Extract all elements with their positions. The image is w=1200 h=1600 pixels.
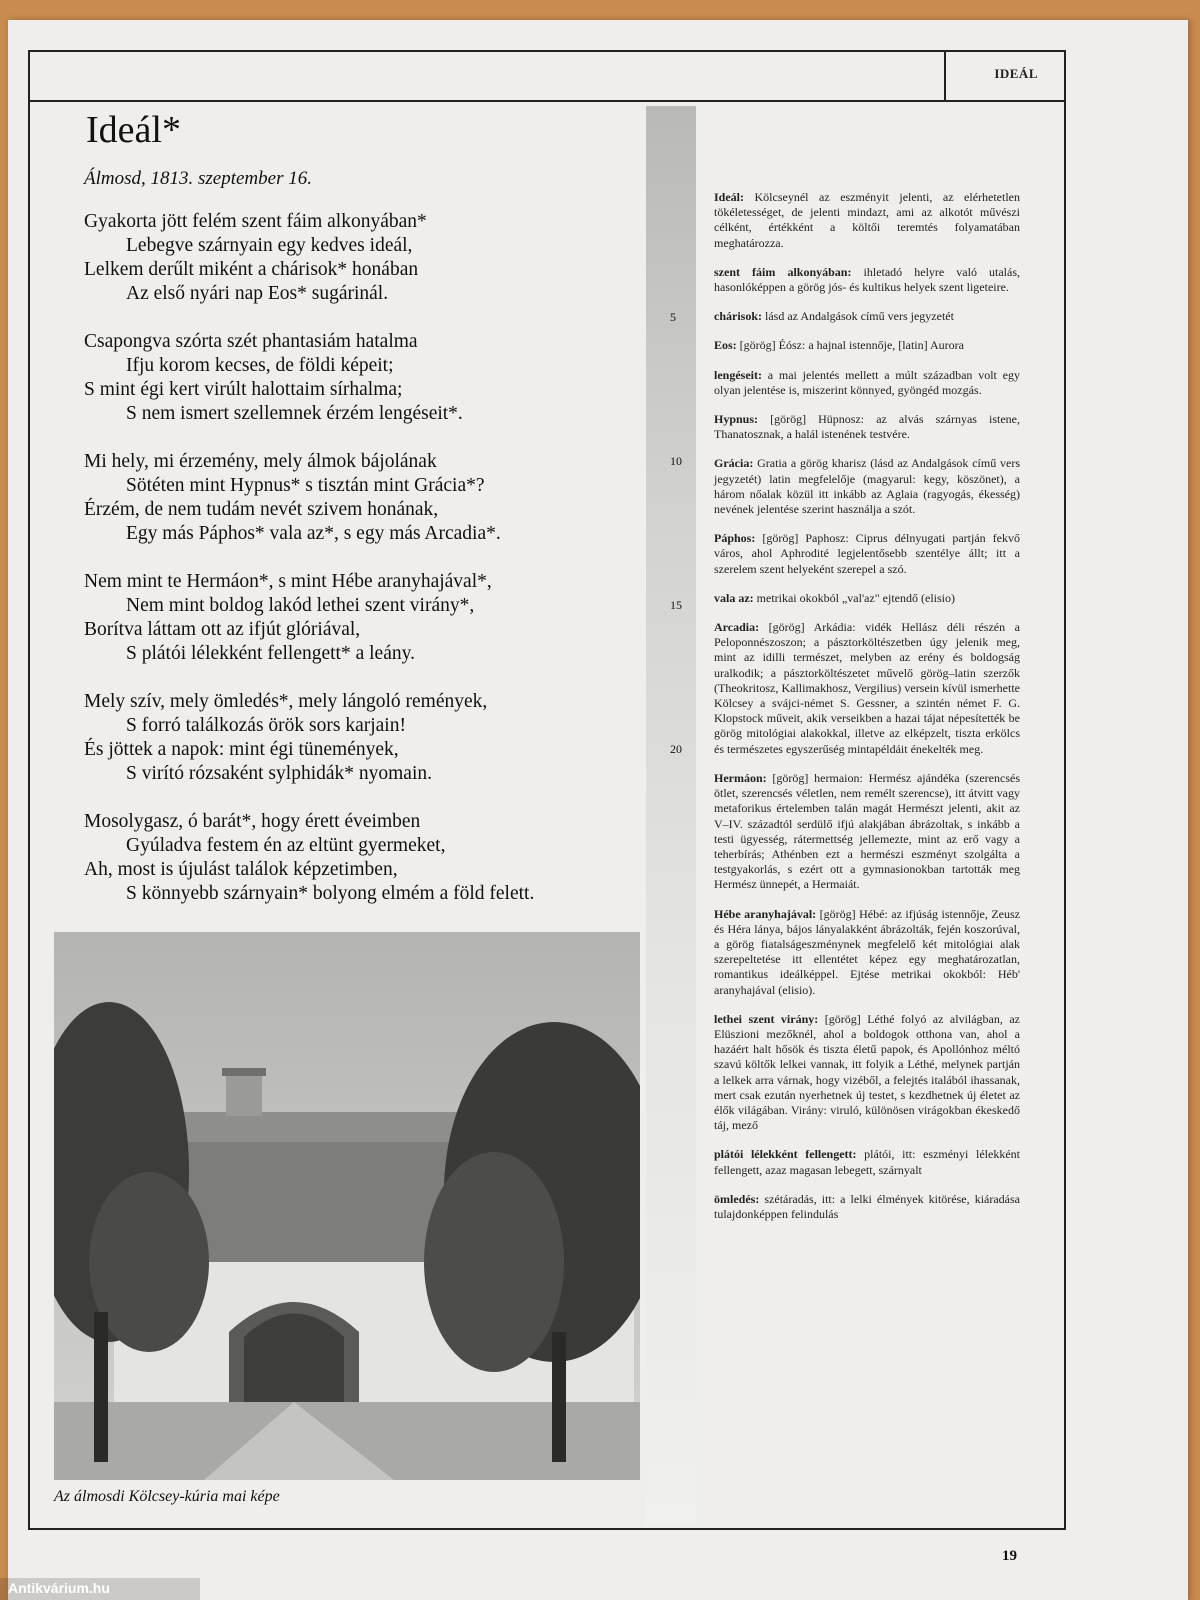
note xyxy=(714,1147,1020,1177)
note xyxy=(714,771,1020,893)
line-number: 20 xyxy=(670,742,682,756)
note-text: [görög] Hüpnosz: az alvás szárnyas istene, Thanatosznak, a halál istenének testvére. xyxy=(714,412,1020,442)
poem-line: Lelkem derűlt miként a chárisok* honában xyxy=(84,259,419,280)
note xyxy=(714,309,1020,324)
note-term: plátói lélekként fellengett: xyxy=(714,1147,857,1162)
note-text: [görög] Léthé folyó az alvilágban, az Elüszioni mezőknél, ahol a boldogok otthona van, ahol a hazáért halt hősök és tiszta életű papok, és Apollónhoz méltó szavú költők lelkei vannak, itt folyik a Léthé, melynek partján a lelkek arra várnak, hogy vizéből, a felejtés italából ihassanak, mert csak ezután nyerhetnek új testet, s kezdhetnek új életet az élők világában. Virány: viruló, különösen virágokban ékeskedő táj, mező xyxy=(714,1011,1021,1133)
note-term: szent fáim alkonyában: xyxy=(714,264,852,279)
note-term: lethei szent virány: xyxy=(714,1011,819,1026)
note-text: [görög] Arkádia: vidék Hellász déli részén a Peloponnészoszon; a pásztorköltészetben úgy jelenik meg, mint az idilli természet, melyben az erény és boldogság uralkodik; a pásztorköltészetet művelő görög–latin szerzők (Theokritosz, Kallimakhosz, Vergilius) versein kívül ismerhette Kölcsey a svájci-német S. Gessner, a szintén német F. G. Klopstock műveit, akik verseikben a hazai tájat népesítették be görög mitológiai alakokkal, illetve az elképzelt, tiszta erkölcs és természetes egyszerűség mintapéldáit énekelték meg. xyxy=(714,620,1020,756)
note-term: Hébe aranyhajával: xyxy=(714,906,817,921)
note-text: szétáradás, itt: a lelki élmények kitörése, kiáradása tulajdonképpen felindulás xyxy=(714,1191,1020,1221)
note-term: lengéseit: xyxy=(714,367,762,382)
note-term: Páphos: xyxy=(714,531,756,546)
note-term: vala az: xyxy=(714,590,754,605)
note-term: chárisok: xyxy=(714,309,762,324)
poem-line: És jöttek a napok: mint égi tünemények, xyxy=(84,739,399,760)
stanza xyxy=(84,570,644,666)
note xyxy=(714,1192,1020,1222)
page-number: 19 xyxy=(1002,1548,1017,1564)
header-divider xyxy=(944,50,946,100)
poem-line: Csapongva szórta szét phantasiám hatalma xyxy=(84,331,418,352)
photo-caption: Az álmosdi Kölcsey-kúria mai képe xyxy=(54,1488,280,1505)
poem-line: S plátói lélekként fellengett* a leány. xyxy=(126,643,415,664)
poem-line: Egy más Páphos* vala az*, s egy más Arcadia*. xyxy=(126,523,501,544)
poem-line: Nem mint te Hermáon*, s mint Hébe aranyhajával*, xyxy=(84,571,492,592)
stanza xyxy=(84,810,644,906)
note xyxy=(714,456,1020,517)
poem-line: S virító rózsaként sylphidák* nyomain. xyxy=(126,763,433,784)
note xyxy=(714,907,1020,998)
note-term: Ideál: xyxy=(714,190,744,204)
poem-line: Sötéten mint Hypnus* s tisztán mint Grácia*? xyxy=(126,475,485,496)
line-number: 5 xyxy=(670,310,676,324)
note-text: metrikai okokból „val'az" ejtendő (elisio) xyxy=(753,590,955,605)
note-text: [görög] Hébé: az ifjúság istennője, Zeusz és Héra lánya, bájos lányalakként ábrázolták, fején koszorúval, a görög fiatalságeszménynek megfelelő két mitológiai alak szerepeltetése itt ellentétet képez egy meghatározatlan, romantikus ideálképpel. Ejtése metrikai okokból: Héb' aranyhajával (elisio). xyxy=(714,906,1020,997)
note-term: ömledés: xyxy=(714,1191,760,1206)
poem-line: Nem mint boldog lakód lethei szent virány*, xyxy=(126,595,475,616)
note xyxy=(714,368,1020,398)
stanza xyxy=(84,450,644,546)
note-term: Hypnus: xyxy=(714,412,759,427)
book-page xyxy=(8,20,1188,1600)
poem-line: S nem ismert szellemnek érzém lengéseit*. xyxy=(126,403,463,424)
note-text: [görög] hermaion: Hermész ajándéka (szerencsés ötlet, szerencsés véletlen, nem remélt szerencse), itt átvitt vagy metaforikus értelemben talán magát Hermészt jelenti, akit az V–IV. századtól serdülő ifjú alakjában ábrázoltak, s inkább a testi ügyesség, rátermettség jellemezte, mint az erő vagy a teherbírás; Athénben ezt a hermészi eszményt szolgálta a testgyakorlás, s ezért ott a gymnasionokban tartották meg Hermész ünnepét, a Hermaiát. xyxy=(714,770,1020,892)
note xyxy=(714,265,1020,295)
poem-line: Az első nyári nap Eos* sugárinál. xyxy=(126,283,389,304)
poem-body xyxy=(84,210,644,930)
manor-house-illustration xyxy=(54,932,640,1480)
note-text: Kölcseynél az eszményit jelenti, az elérhetetlen tökéletességet, de jelenti mindazt, ami az alkotót művészi célként, értékként a költői teremtés folyamatában meghatározza. xyxy=(714,190,1020,250)
stanza xyxy=(84,330,644,426)
poem-line: Borítva láttam ott az ifjút glóriával, xyxy=(84,619,361,640)
notes-column xyxy=(714,190,1020,1236)
note-term: Hermáon: xyxy=(714,770,767,785)
poem-line: Érzém, de nem tudám nevét szivem honának, xyxy=(84,499,439,520)
poem-line: Ifju korom kecses, de földi képeit; xyxy=(126,355,394,376)
poem-line: S mint égi kert virúlt halottaim sírhalma; xyxy=(84,379,403,400)
poem-line: Gyúladva festem én az eltünt gyermeket, xyxy=(126,835,446,856)
note xyxy=(714,412,1020,442)
poem-line: S forró találkozás örök sors karjain! xyxy=(126,715,406,736)
poem-title: Ideál* xyxy=(86,109,181,151)
stanza xyxy=(84,210,644,306)
poem-line: Ah, most is újulást találok képzetimben, xyxy=(84,859,398,880)
watermark: Antikvárium.hu xyxy=(0,1578,200,1600)
note-text: plátói, itt: eszményi lélekként fellengett, azaz magasan lebegett, szárnyalt xyxy=(714,1147,1020,1177)
note-term: Arcadia: xyxy=(714,620,760,635)
note xyxy=(714,531,1020,577)
note-text: [görög] Paphosz: Ciprus délnyugati partján fekvő város, ahol Aphrodité legjelentősebb szentélye állt; itt a szerelem szent helyeként szerepel a szó. xyxy=(714,531,1020,576)
note-text: [görög] Éósz: a hajnal istennője, [latin] Aurora xyxy=(736,338,964,353)
note xyxy=(714,338,1020,353)
poem-line: S könnyebb szárnyain* bolyong elmém a föld felett. xyxy=(126,883,535,904)
poem-line: Lebegve szárnyain egy kedves ideál, xyxy=(126,235,413,256)
note xyxy=(714,190,1020,251)
note xyxy=(714,620,1020,757)
stanza xyxy=(84,690,644,786)
poem-subtitle: Álmosd, 1813. szeptember 16. xyxy=(84,168,312,189)
line-number: 15 xyxy=(670,598,682,612)
note xyxy=(714,1012,1020,1134)
poem-line: Mely szív, mely ömledés*, mely lángoló remények, xyxy=(84,691,488,712)
note-text: lásd az Andalgások című vers jegyzetét xyxy=(762,309,954,324)
section-title: IDEÁL xyxy=(994,66,1038,81)
poem-line: Mosolygasz, ó barát*, hogy érett éveimben xyxy=(84,811,421,832)
note-term: Eos: xyxy=(714,338,737,353)
note-text: Gratia a görög kharisz (lásd az Andalgások című vers jegyzetét) latin megfelelője (magyarul: kegy, köszönet), a három nőalak közül itt inkább az Aglaia (ragyogás, ékesség) nevének jelentése szerint használja a szót. xyxy=(714,456,1020,517)
note xyxy=(714,591,1020,606)
note-term: Grácia: xyxy=(714,456,754,471)
line-number: 10 xyxy=(670,454,682,468)
poem-line: Mi hely, mi érzemény, mely álmok bájolának xyxy=(84,451,437,472)
note-text: ihletadó helyre való utalás, hasonlóképpen a görög jós- és kultikus helyek szent ligeteire. xyxy=(714,264,1020,295)
note-text: a mai jelentés mellett a múlt században volt egy olyan jelentése is, miszerint könnyed, gyöngéd mozgás. xyxy=(714,367,1020,397)
header-rule xyxy=(28,100,1066,102)
manor-house-photo xyxy=(54,932,640,1480)
poem-line: Gyakorta jött felém szent fáim alkonyában* xyxy=(84,211,427,232)
